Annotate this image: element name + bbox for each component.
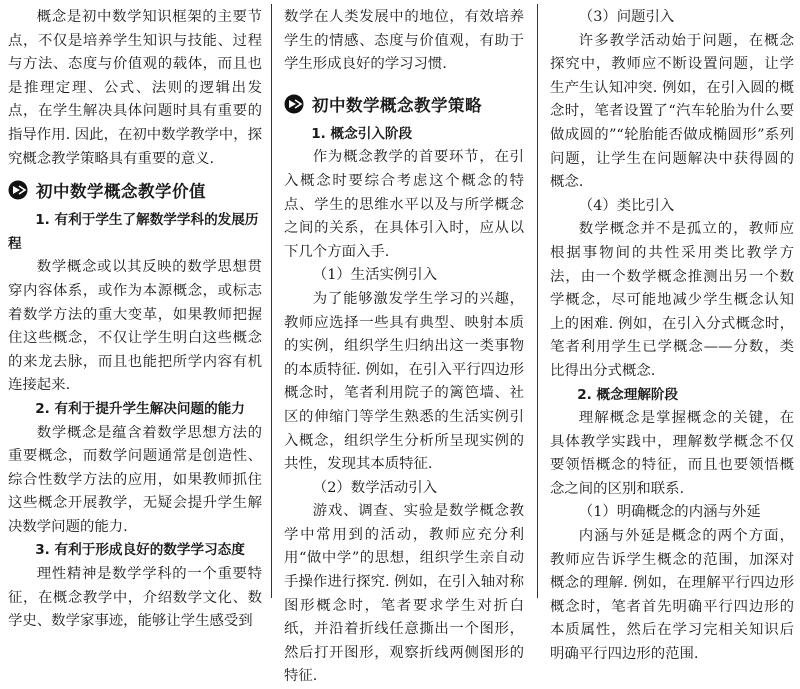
body-paragraph: 数学概念或以其反映的数学思想贯穿内容体系，或作为本源概念，或标志着数学方法的重大变革，如果教师把握住这些概念，不仅让学生明白这些概念的来龙去脉，而且也能把所学内容有机连接起来. xyxy=(8,259,262,394)
intro-paragraph: 概念是初中数学知识框架的主要节点，不仅是培养学生知识与技能、过程与方法、态度与价值观的载体，而且也是推理定理、公式、法则的逻辑出发点，在学生解决具体问题时具有重要的指导作用. 因此，在初中数学教学中，探究概念教学策略具有重要的意义. xyxy=(8,9,262,167)
section-badge-icon xyxy=(284,94,304,114)
item-heading: （1）明确概念的内涵与外延 xyxy=(578,504,761,521)
subsection-heading: 1. 有利于学生了解数学学科的发展历程 xyxy=(8,212,259,252)
item-heading: （3）问题引入 xyxy=(578,9,675,25)
column-divider xyxy=(271,4,272,598)
section-heading-strategy xyxy=(284,87,524,121)
column-1 xyxy=(8,6,262,634)
body-paragraph: 理性精神是数学学科的一个重要特征，在概念教学中，介绍数学文化、数学史、数学家事迹，能够让学生感受到 xyxy=(8,566,262,630)
subsection-heading: 3. 有利于形成良好的数学学习态度 xyxy=(35,542,245,559)
section-title: 初中数学概念教学价值 xyxy=(36,182,206,202)
item-heading: （4）类比引入 xyxy=(578,197,675,214)
body-paragraph: 许多教学活动始于问题，在概念探究中，教师应不断设置问题，让学生产生认知冲突. 例如，在引入圆的概念时，笔者设置了“汽车轮胎为什么要做成圆的”“轮胎能否做成椭圆形”系列问题，让学生在问题解决中获得圆的概念. xyxy=(550,32,794,191)
section-title: 初中数学概念教学策略 xyxy=(312,95,482,115)
body-paragraph: 数学概念并不是孤立的，教师应根据事物间的共性采用类比教学方法，由一个数学概念推测出另一个数学概念，尽可能地减少学生概念认知上的困难. 例如，在引入分式概念时，笔者利用学生已学概念——分数，类比得出分式概念. xyxy=(550,221,794,379)
subsection-heading: 1. 概念引入阶段 xyxy=(311,125,413,142)
column-3 xyxy=(550,6,794,667)
item-heading: （1）生活实例引入 xyxy=(312,267,438,284)
section-heading-value xyxy=(8,173,262,207)
body-paragraph: 内涵与外延是概念的两个方面，教师应告诉学生概念的范围，加深对概念的理解. 例如，在理解平行四边形概念时，笔者首先明确平行四边形的本质属性，然后在学习完相关知识后明确平行四边形的范围. xyxy=(550,528,794,663)
section-badge-icon xyxy=(8,180,28,200)
column-divider xyxy=(537,4,538,598)
body-paragraph: 理解概念是掌握概念的关键，在具体教学实践中，理解数学概念不仅要领悟概念的特征，而且也要领悟概念之间的区别和联系. xyxy=(550,410,794,497)
continued-paragraph: 数学在人类发展中的地位，有效培养学生的情感、态度与价值观，有助于学生形成良好的学习习惯. xyxy=(284,9,524,73)
subsection-heading: 2. 概念理解阶段 xyxy=(577,386,679,403)
body-paragraph: 作为概念教学的首要环节，在引入概念时要综合考虑这个概念的特点、学生的思维水平以及与所学概念之间的关系，在具体引入时，应从以下几个方面入手. xyxy=(284,149,524,260)
column-2 xyxy=(284,6,524,689)
item-heading: （2）数学活动引入 xyxy=(312,479,438,496)
body-paragraph: 游戏、调查、实验是数学概念教学中常用到的活动，教师应充分利用“做中学”的思想，组织学生亲自动手操作进行探究. 例如，在引入轴对称图形概念时，笔者要求学生对折白纸，并沿着折线任意撕出一个图形，然后打开图形，观察折线两侧图形的特征. xyxy=(284,503,524,685)
body-paragraph: 为了能够激发学生学习的兴趣，教师应选择一些具有典型、映射本质的实例，组织学生归纳出这一类事物的本质特征. 例如，在引入平行四边形概念时，笔者利用院子的篱笆墙、社区的伸缩门等学生熟悉的生活实例引入概念，组织学生分析所呈现实例的共性，发现其本质特征. xyxy=(284,290,524,473)
body-paragraph: 数学概念是蕴含着数学思想方法的重要概念，而数学问题通常是创造性、综合性数学方法的应用，如果教师抓住这些概念开展教学，无疑会提升学生解决数学问题的能力. xyxy=(8,424,262,535)
subsection-heading: 2. 有利于提升学生解决问题的能力 xyxy=(35,400,245,417)
